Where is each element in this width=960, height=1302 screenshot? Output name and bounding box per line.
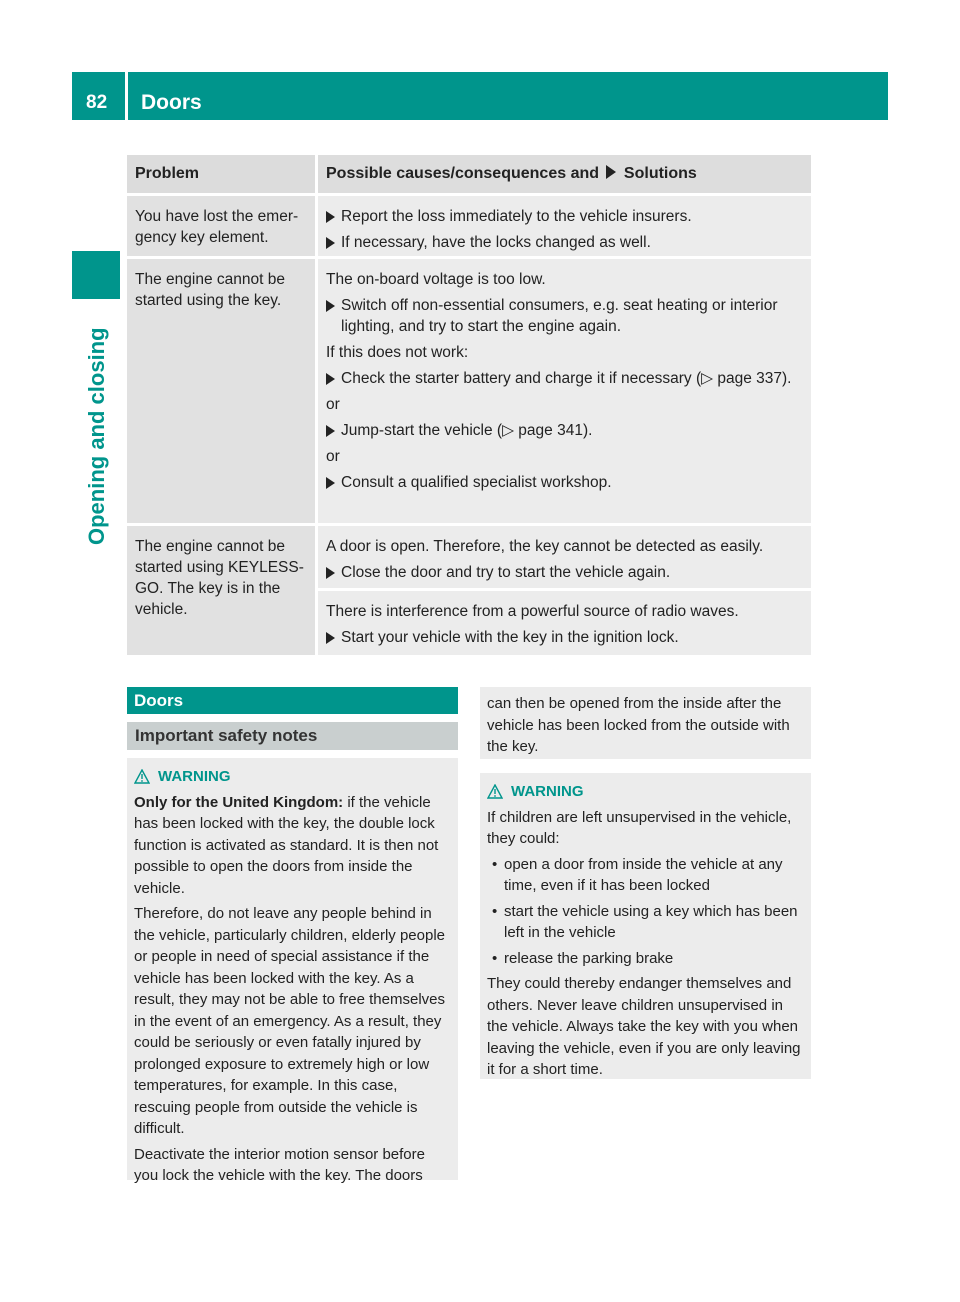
table-row [127,196,811,256]
arrow-icon [326,300,335,312]
column-header-problem: Problem [127,155,315,193]
arrow-icon [326,211,335,223]
list-item: • release the parking brake [492,949,674,967]
page-title: Doors [141,91,202,114]
problem-cell: You have lost the emergency key element. [127,196,315,256]
warning-icon [487,784,503,799]
step: Consult a qualified specialist workshop. [326,472,803,493]
arrow-icon [326,477,335,489]
warning-icon [134,769,150,784]
list-item: • start the vehicle using a key which has been left in the vehicle [492,902,798,941]
arrow-icon [326,373,335,385]
subsection-title: Important safety notes [127,722,458,750]
warning-heading: WARNING [134,766,451,788]
chapter-marker [72,251,120,299]
chapter-label: Opening and closing [84,327,109,545]
left-column [127,687,458,1184]
solution-cell-group [315,526,811,655]
table-row [127,259,811,523]
header-divider [125,72,128,120]
section-title: Doors [127,687,458,714]
solution-cell: There is interference from a powerful source of radio waves. Start your vehicle with the key in the ignition lock. [318,591,811,655]
page-number: 82 [86,92,108,113]
list-item: • open a door from inside the vehicle at any time, even if it has been locked [492,855,783,894]
right-column [480,687,811,1079]
arrow-icon [606,165,616,179]
problem-cell: The engine cannot be started using KEYLESS-GO. The key is in the vehicle. [127,526,315,655]
warning-continuation: can then be opened from the inside after the vehicle has been locked from the outside with the key. [480,687,811,759]
step: Jump-start the vehicle (▷ page 341). [326,420,803,441]
step: Close the door and try to start the vehicle again. [326,562,803,583]
arrow-icon [326,425,335,437]
warning-box [480,773,811,1079]
arrow-icon [326,632,335,644]
warning-box [127,758,458,1184]
warning-paragraph: Only for the United Kingdom: if the vehicle has been locked with the key, the double lock function is activated as standard. It is then not possible to open the doors from inside the vehicle. [134,793,439,897]
step: If necessary, have the locks changed as well. [326,232,803,253]
warning-paragraph: If children are left unsupervised in the vehicle, they could: [487,808,792,847]
step: Start your vehicle with the key in the ignition lock. [326,627,803,648]
troubleshooting-table [127,155,811,655]
arrow-icon [326,237,335,249]
table-row [127,526,811,655]
column-header-solutions: Possible causes/consequences and Solutions [315,155,811,193]
warning-paragraph: Deactivate the interior motion sensor before you lock the vehicle with the key. The doors [134,1145,425,1184]
solution-cell: A door is open. Therefore, the key cannot be detected as easily. Close the door and try to start the vehicle again. [318,526,811,588]
warning-paragraph: Therefore, do not leave any people behind in the vehicle, particularly children, elderly people or people in need of special assistance if the vehicle has been locked with the key. As a result, they may not be able to free themselves in the event of an emergency. As a result, they could be seriously or even fatally injured by prolonged exposure to extremely high or low temperatures, for example. In this case, rescuing people from outside the vehicle is difficult. [134,905,446,1137]
problem-cell: The engine cannot be started using the key. [127,259,315,523]
table-header-row [127,155,811,193]
warning-heading: WARNING [487,781,804,803]
arrow-icon [326,567,335,579]
step: Check the starter battery and charge it if necessary (▷ page 337). [326,368,803,389]
solution-cell: The on-board voltage is too low. Switch off non-essential consumers, e.g. seat heating or interior lighting, and try to start the engine again. If this does not work: Check the starter battery and charge it if necessary (▷ page 337). or Jump-start the vehicle (▷ page 341). or Consult a qualified specialist workshop. [315,259,811,523]
step: Report the loss immediately to the vehicle insurers. [326,206,803,227]
warning-paragraph: They could thereby endanger themselves and others. Never leave children unsupervised in the vehicle. Always take the key with you when leaving the vehicle, even if you are only leaving it for a short time. [487,975,801,1078]
solution-cell [315,196,811,256]
step: Switch off non-essential consumers, e.g. seat heating or interior lighting, and try to start the engine again. [326,295,803,337]
